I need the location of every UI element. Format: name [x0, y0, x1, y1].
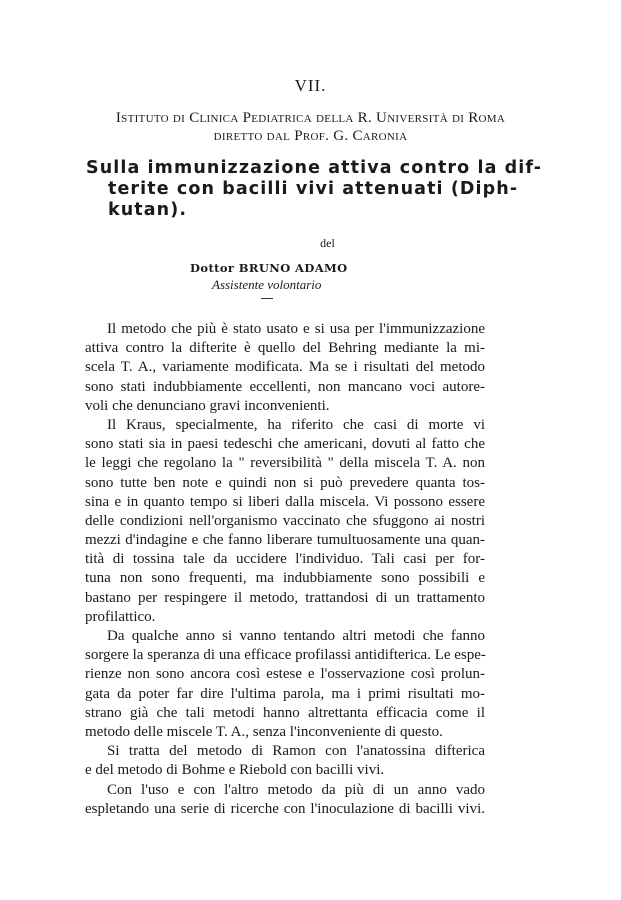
body-line: sono stati indubbiamente eccellenti, non mancano voci autore-	[85, 378, 485, 395]
chapter-number: VII.	[294, 76, 327, 95]
body-line: sorgere la speranza di una efficace profilassi antidifterica. Le espe-	[85, 647, 486, 664]
institute-director: diretto dal Prof. G. Caronia	[213, 128, 408, 144]
body-line: Il Kraus, specialmente, ha riferito che casi di morte vi	[107, 416, 485, 433]
body-line: sina e in quanto tempo si liberi dalla miscela. Vi possono essere	[85, 493, 485, 510]
author-name: Dottor BRUNO ADAMO	[190, 261, 348, 275]
institute-name: Istituto di Clinica Pediatrica della R. Università di Roma	[115, 110, 506, 126]
body-line: tuna non sono frequenti, ma indubbiamente sono possibili e	[85, 570, 485, 587]
body-line: le leggi che regolano la " reversibilità " della miscela T. A. non	[85, 455, 485, 472]
body-line: profilattico.	[85, 608, 156, 625]
body-line: scela T. A., variamente modificata. Ma se i risultati del metodo	[85, 359, 485, 376]
body-line: rienze non sono ancora così estese e l'osservazione così prolun-	[85, 666, 485, 683]
body-line: Il metodo che più è stato usato e si usa per l'immunizzazione	[107, 321, 485, 337]
body-line: Si tratta del metodo di Ramon con l'anatossina difterica	[107, 743, 485, 760]
by-word: del	[320, 236, 335, 250]
body-line: sono tutte ben note e quindi non si può prevedere quanta tos-	[85, 474, 485, 491]
title-line: terite con bacilli vivi attenuati (Diph-	[108, 179, 519, 199]
body-line: delle condizioni nell'organismo vaccinato che sfuggono ai nostri	[85, 512, 485, 529]
title-line: kutan).	[108, 200, 188, 220]
body-line: Da qualche anno si vanno tentando altri metodi che fanno	[107, 628, 485, 644]
body-line: bastano per respingere il metodo, trattandosi di un trattamento	[85, 589, 485, 606]
body-line: espletando una serie di ricerche con l'inoculazione di bacilli vivi.	[85, 800, 485, 817]
body-line: Con l'uso e con l'altro metodo da più di un anno vado	[107, 781, 485, 798]
body-line: voli che denunciano gravi inconvenienti.	[85, 397, 330, 414]
body-line: mezzi d'indagine e che fanno liberare tumultuosamente una quan-	[85, 532, 485, 549]
body-line: metodo delle miscele T. A., senza l'inconveniente di questo.	[85, 723, 443, 740]
author-role: Assistente volontario	[212, 277, 322, 292]
body-line: sono stati sia in paesi tedeschi che americani, dovuti al fatto che	[85, 436, 485, 453]
separator-dash	[261, 298, 273, 299]
title-line: Sulla immunizzazione attiva contro la dif-	[86, 158, 543, 178]
body-line: attiva contro la difterite è quello del Behring mediante la mi-	[85, 340, 485, 357]
body-line: gata da poter far dire l'ultima parola, ma i primi risultati mo-	[85, 685, 485, 702]
body-line: e del metodo di Bohme e Riebold con bacilli vivi.	[85, 762, 385, 779]
body-line: tità di tossina tale da uccidere l'individuo. Tali casi per for-	[85, 551, 485, 568]
article-title	[86, 158, 543, 221]
body-line: strano già che tali metodi hanno altrettanta efficacia come il	[85, 704, 485, 721]
article-body	[85, 320, 485, 819]
